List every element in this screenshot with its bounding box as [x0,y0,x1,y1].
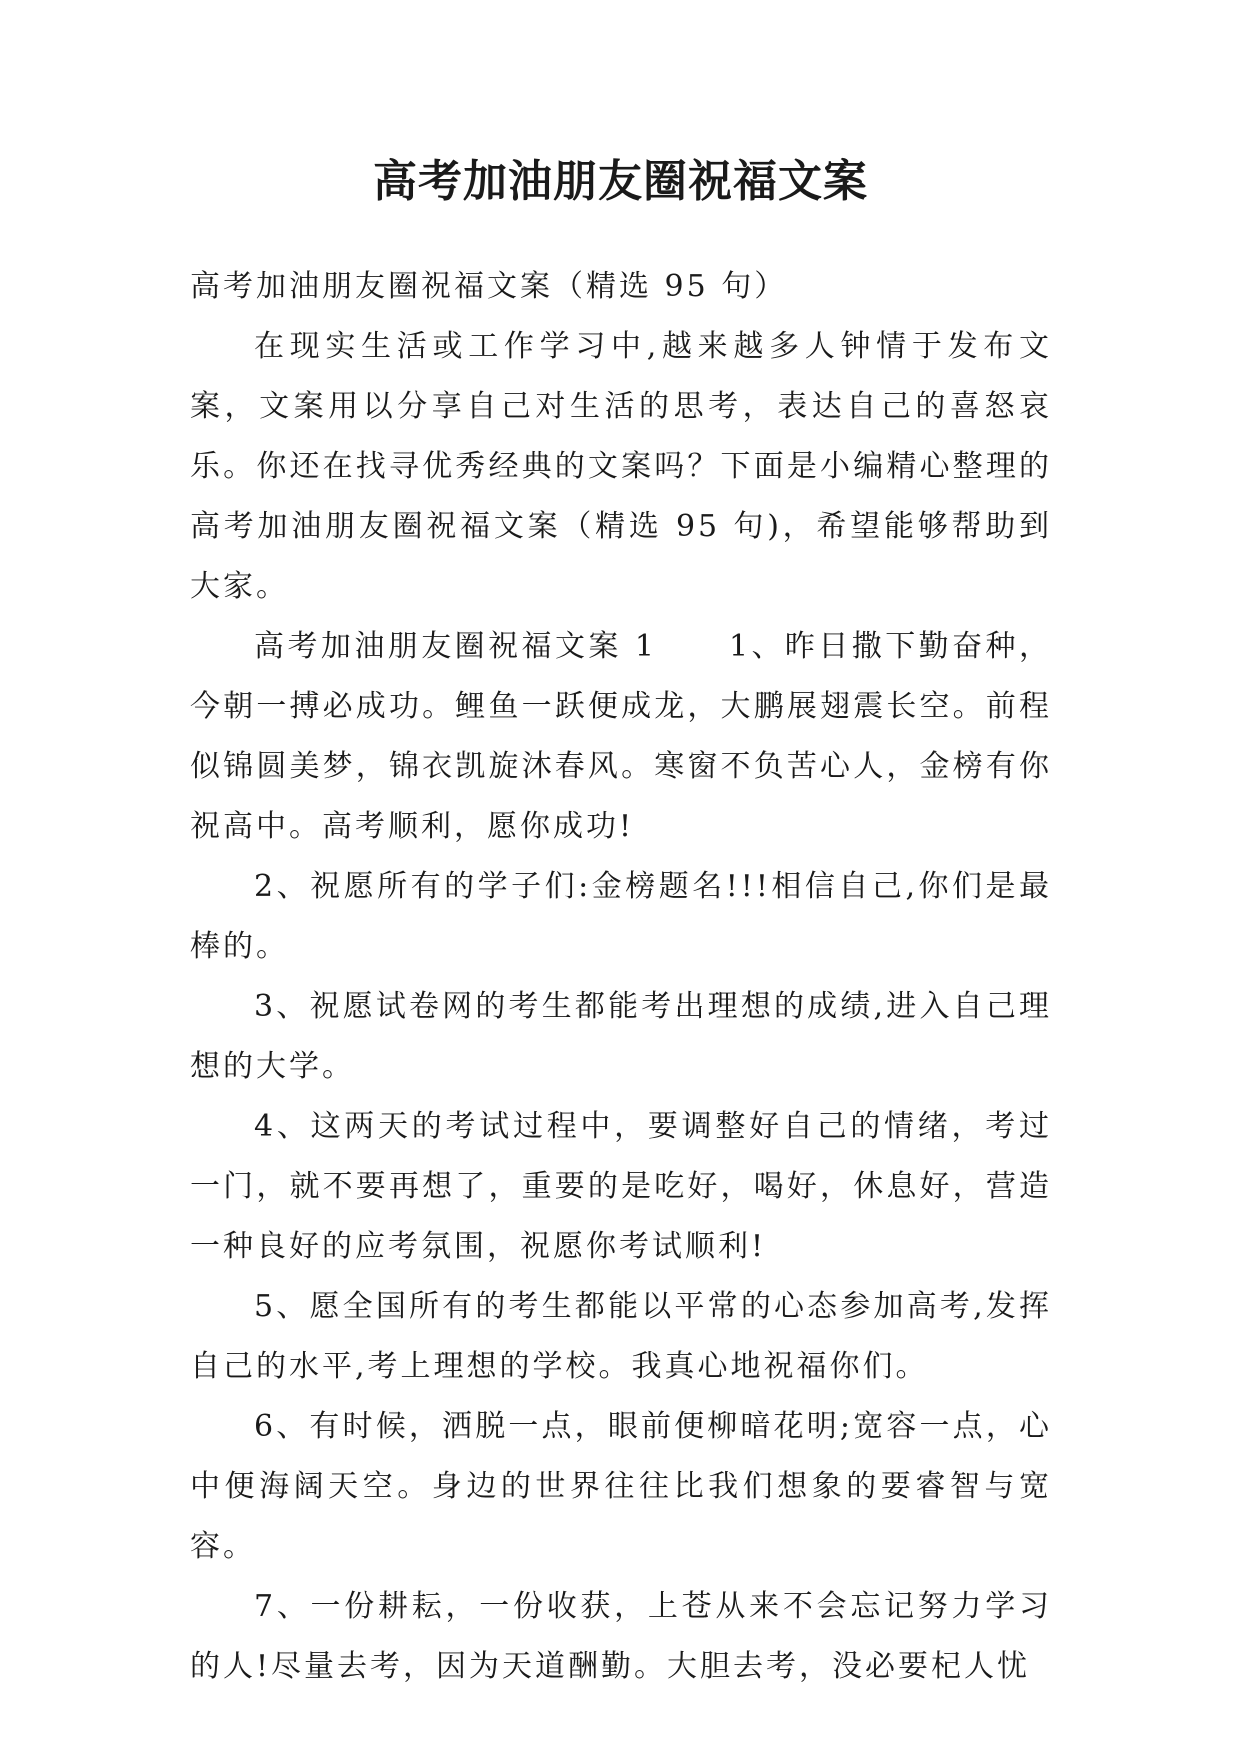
blessing-item-7: 7、一份耕耘，一份收获，上苍从来不会忘记努力学习的人!尽量去考，因为天道酬勤。大胆去考，没必要杞人忧 [190,1589,1052,1684]
blessing-item-2: 2、祝愿所有的学子们:金榜题名!!!相信自己,你们是最棒的。 [190,869,1052,964]
document-subtitle: 高考加油朋友圈祝福文案（精选 95 句） [190,269,788,304]
blessing-item-4: 4、这两天的考试过程中，要调整好自己的情绪，考过一门，就不要再想了，重要的是吃好，喝好，休息好，营造一种良好的应考氛围，祝愿你考试顺利! [190,1109,1052,1264]
section-heading: 高考加油朋友圈祝福文案 1 [254,629,657,664]
document-body [190,257,1052,1697]
blessing-item-6: 6、有时候，洒脱一点，眼前便柳暗花明;宽容一点，心中便海阔天空。身边的世界往往比我们想象的要睿智与宽容。 [190,1409,1052,1564]
blessing-item-1: 1、昨日撒下勤奋种，今朝一搏必成功。鲤鱼一跃便成龙，大鹏展翅震长空。前程似锦圆美梦，锦衣凯旋沐春风。寒窗不负苦心人，金榜有你祝高中。高考顺利，愿你成功! [190,629,1053,844]
blessing-item-5: 5、愿全国所有的考生都能以平常的心态参加高考,发挥自己的水平,考上理想的学校。我真心地祝福你们。 [190,1289,1052,1384]
blessing-item-3: 3、祝愿试卷网的考生都能考出理想的成绩,进入自己理想的大学。 [190,989,1052,1084]
section-paragraph [190,617,1052,857]
intro-paragraph: 在现实生活或工作学习中,越来越多人钟情于发布文案，文案用以分享自己对生活的思考，表达自己的喜怒哀乐。你还在找寻优秀经典的文案吗？下面是小编精心整理的高考加油朋友圈祝福文案（精选 95 句)，希望能够帮助到大家。 [190,329,1052,604]
document-title: 高考加油朋友圈祝福文案 [373,156,868,207]
